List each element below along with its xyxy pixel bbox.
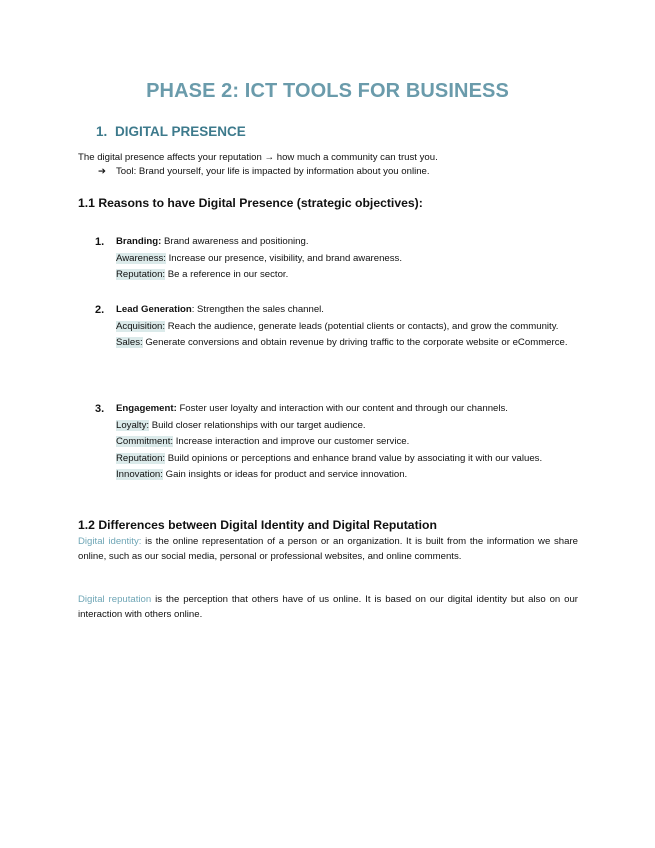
subsection-heading-1-2: 1.2 Differences between Digital Identity and Digital Reputation [78,518,437,532]
sub-item [116,335,579,352]
sub-item-label: Awareness: [116,252,166,264]
item-text: Foster user loyalty and interaction with our content and through our channels. [176,403,508,414]
sub-item-text: Build opinions or perceptions and enhance brand value by associating it with our values. [165,452,543,464]
sub-item [116,267,579,284]
item-number: 1. [95,236,105,248]
sub-item [116,418,579,435]
objective-item-engagement [95,401,579,484]
sub-item-text: Generate conversions and obtain revenue by driving traffic to the corporate website or eCommerce. [142,337,568,348]
sub-item-label: Reputation: [116,269,166,280]
section-number: 1. [96,124,108,139]
sub-item [116,467,579,484]
item-label: Lead Generation [116,304,192,315]
sub-item [116,319,579,336]
sub-item-text: Reach the audience, generate leads (potential clients or contacts), and grow the community. [165,320,559,332]
section-heading-digital-presence [96,124,246,139]
sub-item-label: Sales: [116,337,143,348]
objective-item-lead-generation [95,302,579,352]
sub-item-label: Commitment: [116,436,174,447]
item-text: Brand awareness and positioning. [161,236,309,247]
intro-paragraph [78,151,588,179]
item-number: 3. [95,403,105,415]
intro-text: The digital presence affects your reputation → how much a community can trust you. [78,152,438,163]
sub-item-text: Increase our presence, visibility, and brand awareness. [165,252,403,264]
arrow-bullet-icon: ➔ [98,166,107,177]
sub-item-text: Build closer relationships with our target audience. [149,419,366,431]
digital-identity-text: is the online representation of a person or an organization. It is built from the information we share online, such as our social media, personal or professional websites, and online comments. [78,536,579,562]
section-heading-text: DIGITAL PRESENCE [115,124,246,139]
tool-text: Tool: Brand yourself, your life is impacted by information about you online. [116,166,430,177]
document-title: PHASE 2: ICT TOOLS FOR BUSINESS [146,80,509,102]
sub-item-text: Gain insights or ideas for product and service innovation. [162,469,408,480]
sub-item-label: Loyalty: [116,419,150,431]
sub-item-label: Acquisition: [116,320,166,332]
item-number: 2. [95,304,105,316]
item-text: : Strengthen the sales channel. [191,304,324,315]
sub-item-text: Be a reference in our sector. [165,269,289,280]
sub-item [116,251,579,268]
sub-item [116,434,579,451]
subsection-heading-1-1: 1.1 Reasons to have Digital Presence (strategic objectives): [78,196,423,210]
digital-reputation-text: is the perception that others have of us online. It is based on our digital identity but also on our interaction with others online. [78,594,578,620]
sub-item-label: Reputation: [116,452,166,464]
sub-item [116,451,579,468]
sub-item-text: Increase interaction and improve our customer service. [173,436,410,447]
digital-identity-paragraph [78,535,578,564]
sub-item-label: Innovation: [116,469,163,480]
tool-bullet [78,165,588,179]
digital-reputation-term: Digital reputation [78,594,152,605]
item-label: Engagement: [116,403,177,414]
digital-identity-term: Digital identity: [78,536,142,547]
digital-reputation-paragraph [78,593,578,622]
objective-item-branding [95,234,579,284]
item-label: Branding: [116,236,162,247]
